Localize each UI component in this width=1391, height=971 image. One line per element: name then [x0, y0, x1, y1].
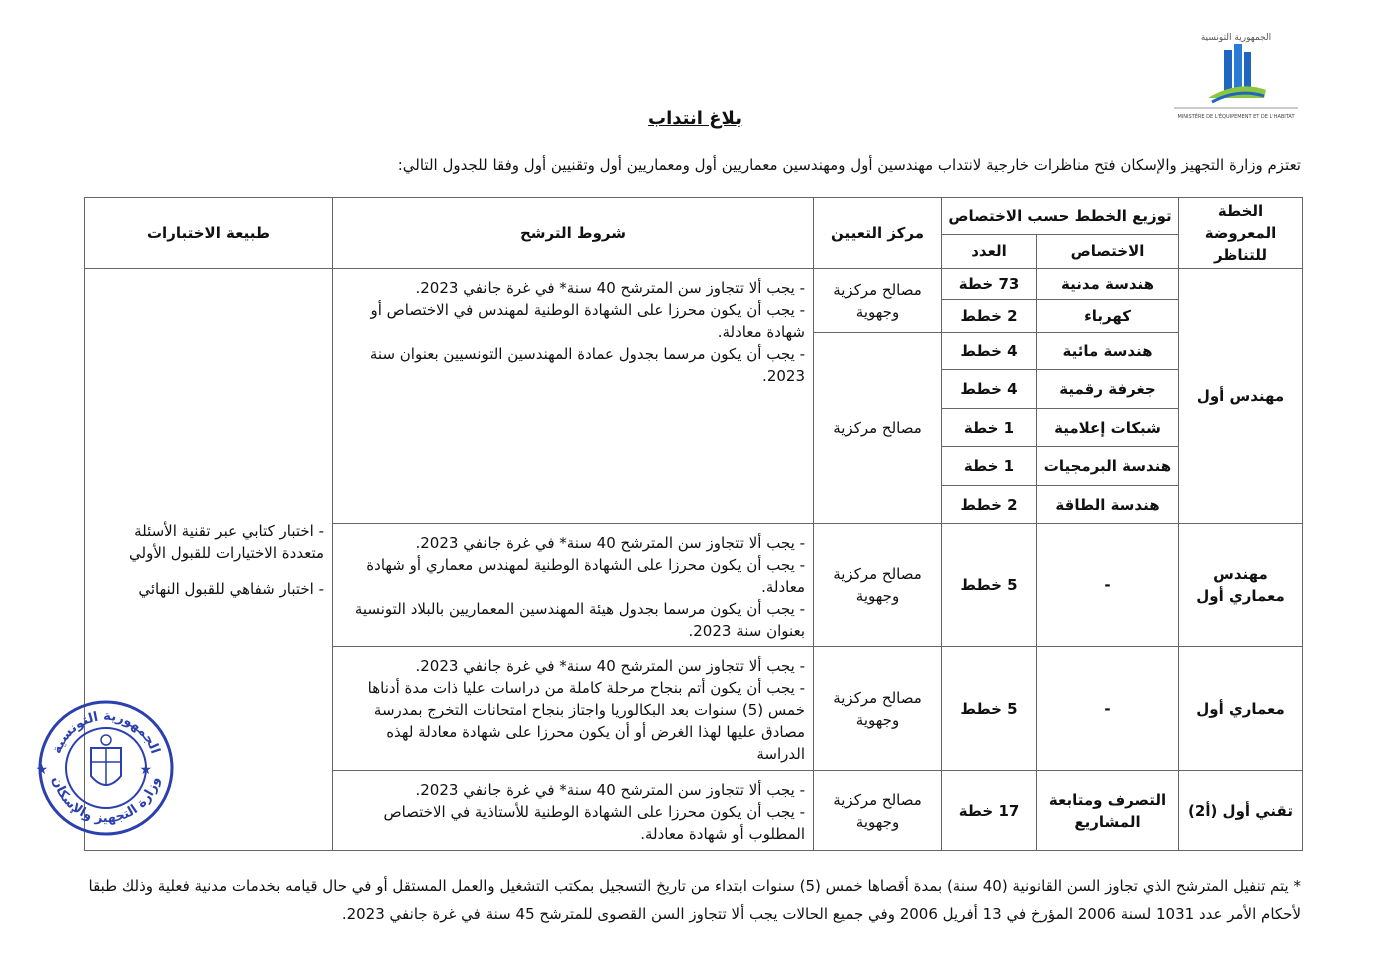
center-cell: مصالح مركزية وجهوية: [814, 647, 942, 771]
count-cell: 4 خطط: [942, 333, 1037, 370]
center-cell: مصالح مركزية وجهوية: [814, 524, 942, 647]
condition-line: - يجب أن يكون أتم بنجاح مرحلة كاملة من دراسات عليا ذات مدة أدناها خمس (5) سنوات بعد البكالوريا واجتاز بنجاح امتحانات التخرج بمدرسة مصادق عليها لهذا الغرض أو أن يكون محرزا على شهادة معادلة لهذه الدراسة: [367, 679, 805, 763]
stamp-text-top: الجمهورية التونسية: [49, 708, 163, 756]
header-distribution: توزيع الخطط حسب الاختصاص: [942, 198, 1179, 235]
post-architect-engineer: مهندس معماري أول: [1179, 524, 1303, 647]
post-technician: تقني أول (أ2): [1179, 771, 1303, 851]
intro-paragraph: تعتزم وزارة التجهيز والإسكان فتح مناظرات خارجية لانتداب مهندسين أول ومهندسين معماريين أول ومعماريين أول وتقنيين أول وفقا للجدول التالي:: [397, 156, 1301, 174]
center-cell: مصالح مركزية: [814, 333, 942, 524]
specialty-cell: التصرف ومتابعة المشاريع: [1037, 771, 1179, 851]
header-post: الخطة المعروضة للتناظر: [1179, 198, 1303, 269]
specialty-cell: هندسة الطاقة: [1037, 486, 1179, 524]
header-conditions: شروط الترشح: [333, 198, 814, 269]
header-count: العدد: [942, 234, 1037, 269]
specialty-cell: هندسة البرمجيات: [1037, 447, 1179, 486]
post-architect: معماري أول: [1179, 647, 1303, 771]
post-engineer: مهندس أول: [1179, 269, 1303, 524]
count-cell: 5 خطط: [942, 524, 1037, 647]
header-tests: طبيعة الاختبارات: [85, 198, 333, 269]
specialty-cell: جغرفة رقمية: [1037, 370, 1179, 409]
condition-line: - يجب أن يكون محرزا على الشهادة الوطنية لمهندس في الاختصاص أو شهادة معادلة.: [370, 301, 805, 341]
ministry-building-logo-icon: [1168, 28, 1304, 128]
specialty-cell: هندسة مدنية: [1037, 269, 1179, 300]
conditions-architect-engineer: [333, 524, 814, 647]
condition-line: - يجب ألا تتجاوز سن المترشح 40 سنة* في غرة جانفي 2023.: [415, 534, 805, 552]
conditions-technician: [333, 771, 814, 851]
specialty-cell: -: [1037, 524, 1179, 647]
specialty-cell: كهرباء: [1037, 300, 1179, 333]
specialty-cell: هندسة مائية: [1037, 333, 1179, 370]
condition-line: - يجب أن يكون محرزا على الشهادة الوطنية لمهندس معماري أو شهادة معادلة.: [366, 556, 805, 596]
header-specialty: الاختصاص: [1037, 234, 1179, 269]
table-row: [85, 269, 1303, 300]
count-cell: 5 خطط: [942, 647, 1037, 771]
svg-text:★: ★: [36, 762, 48, 778]
specialty-cell: شبكات إعلامية: [1037, 409, 1179, 447]
ministry-logo: [1168, 28, 1304, 128]
count-cell: 4 خطط: [942, 370, 1037, 409]
count-cell: 73 خطة: [942, 269, 1037, 300]
logo-ministry-ar: الجمهورية التونسية: [1200, 33, 1272, 43]
count-cell: 1 خطة: [942, 447, 1037, 486]
tunisia-coat-of-arms-icon: [36, 698, 176, 838]
condition-line: - يجب ألا تتجاوز سن المترشح 40 سنة* في غرة جانفي 2023.: [415, 279, 805, 297]
test-line: - اختبار شفاهي للقبول النهائي: [138, 579, 324, 598]
header-center: مركز التعيين: [814, 198, 942, 269]
condition-line: - يجب أن يكون مرسما بجدول عمادة المهندسين التونسيين بعنوان سنة 2023.: [369, 345, 805, 385]
condition-line: - يجب ألا تتجاوز سن المترشح 40 سنة* في غرة جانفي 2023.: [415, 781, 805, 799]
page-title: بلاغ انتداب: [648, 108, 742, 129]
condition-line: - يجب أن يكون محرزا على الشهادة الوطنية للأستاذية في الاختصاص المطلوب أو شهادة معادلة.: [383, 803, 805, 843]
center-cell: مصالح مركزية وجهوية: [814, 269, 942, 333]
specialty-cell: -: [1037, 647, 1179, 771]
svg-text:★: ★: [139, 762, 152, 778]
condition-line: - يجب أن يكون مرسما بجدول هيئة المهندسين المعماريين بالبلاد التونسية بعنوان سنة 2023.: [354, 600, 805, 640]
test-line: - اختبار كتابي عبر تقنية الأسئلة متعددة الاختيارات للقبول الأولي: [129, 521, 324, 562]
recruitment-table: [84, 197, 1303, 851]
logo-ministry-fr: MINISTÈRE DE L'ÉQUIPEMENT ET DE L'HABITAT: [1177, 114, 1295, 120]
count-cell: 17 خطة: [942, 771, 1037, 851]
footnote: * يتم تنفيل المترشح الذي تجاوز السن القانونية (40 سنة) بمدة أقصاها خمس (5) سنوات ابتداء من تاريخ التسجيل بمكتب التشغيل والعمل المستقل أو في حال قيامه بخدمات مدنية فعلية وذلك طبقا لأحكام الأمر عدد 1031 لسنة 2006 المؤرخ في 13 أفريل 2006 وفي جميع الحالات يجب ألا تتجاوز السن القصوى للمترشح 45 سنة في غرة جانفي 2023.: [88, 877, 1301, 923]
condition-line: - يجب ألا تتجاوز سن المترشح 40 سنة* في غرة جانفي 2023.: [415, 657, 805, 675]
stamp-text-bottom: وزارة التجهيز والإسكان: [48, 775, 164, 827]
conditions-engineer: [333, 269, 814, 524]
official-stamp: [36, 698, 176, 838]
count-cell: 1 خطة: [942, 409, 1037, 447]
count-cell: 2 خطط: [942, 486, 1037, 524]
count-cell: 2 خطط: [942, 300, 1037, 333]
center-cell: مصالح مركزية وجهوية: [814, 771, 942, 851]
conditions-architect: [333, 647, 814, 771]
